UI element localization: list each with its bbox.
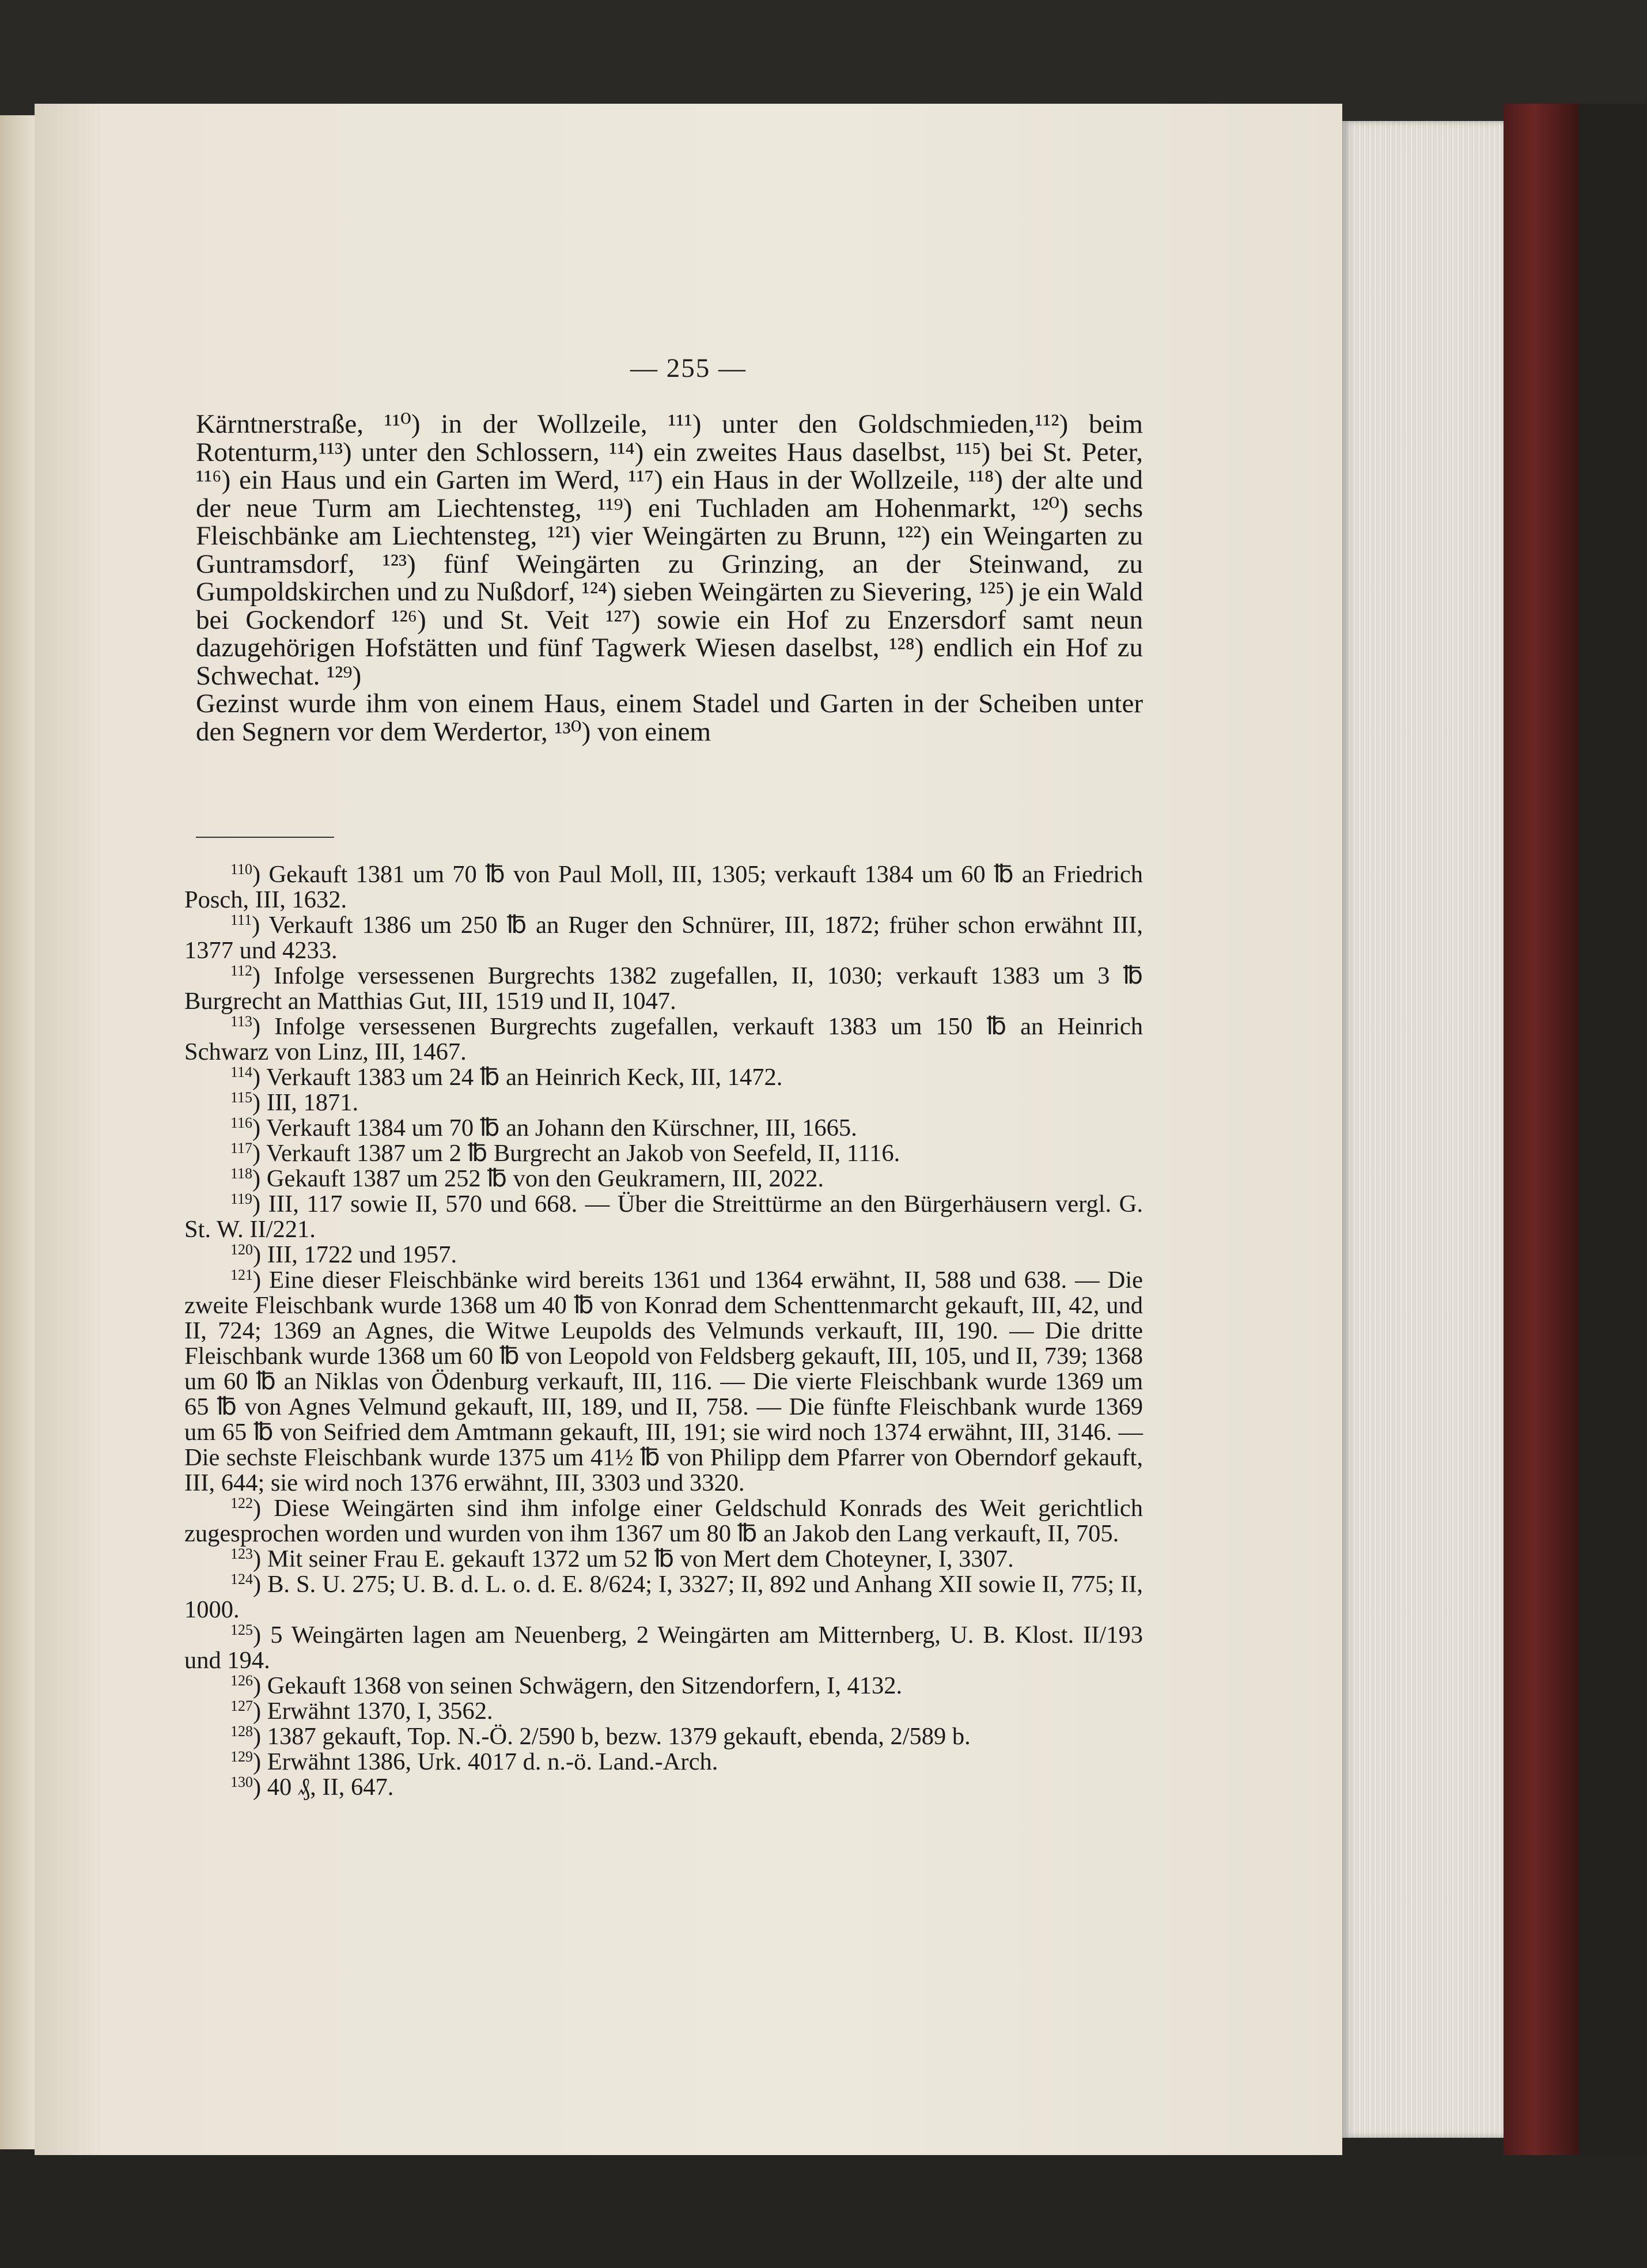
page-number: — 255 —	[630, 353, 747, 383]
footnote: $^{113}$) Infolge versessenen Burgrechts zugefallen, verkauft 1383 um 150 ℔ an Heinrich Schwarz von Linz, III, 1467.	[184, 1013, 1144, 1065]
footnote: $^{121}$) Eine dieser Fleischbänke wird bereits 1361 und 1364 erwähnt, II, 588 und 638. — Die zweite Fleischbank wurde 1368 um 40 ℔ von Konrad dem Schenttenmarcht gekauft, III, 42, und II, 724; 1369 an Agnes, die Witwe Leupolds des Velmunds verkauft, III, 190. — Die dritte Fleischbank wurde 1368 um 60 ℔ von Leopold von Feldsberg gekauft, III, 105, und II, 739; 1368 um 60 ℔ an Niklas von Ödenburg verkauft, III, 116. — Die vierte Fleischbank wurde 1369 um 65 ℔ von Agnes Velmund gekauft, III, 189, und II, 758. — Die fünfte Fleischbank wurde 1369 um 65 ℔ von Seifried dem Amtmann gekauft, III, 191; sie wird noch 1374 erwähnt, III, 3146. — Die sechste Fleischbank wurde 1375 um 41½ ℔ von Philipp dem Pfarrer von Oberndorf gekauft, III, 644; sie wird noch 1376 erwähnt, III, 3303 und 3320.	[184, 1267, 1144, 1496]
footnote-number: 113	[230, 1013, 253, 1030]
footnote-separator	[196, 837, 334, 838]
footnote: $^{114}$) Verkauft 1383 um 24 ℔ an Heinrich Keck, III, 1472.	[230, 1064, 783, 1091]
footnote-number: 125	[230, 1621, 253, 1638]
footnote-text: 1387 gekauft, Top. N.-Ö. 2/590 b, bezw. 1379 gekauft, ebenda, 2/589 b.	[267, 1723, 971, 1750]
book-cover-edge	[1504, 104, 1578, 2155]
footnote: $^{119}$) III, 117 sowie II, 570 und 668. — Über die Streittürme an den Bürgerhäusern vergl. G. St. W. II/221.	[184, 1190, 1144, 1243]
footnote: $^{126}$) Gekauft 1368 von seinen Schwägern, den Sitzendorfern, I, 4132.	[230, 1672, 903, 1699]
footnote: $^{118}$) Gekauft 1387 um 252 ℔ von den Geukramern, III, 2022.	[230, 1165, 824, 1192]
footnote-text: Verkauft 1386 um 250 ℔ an Ruger den Schnürer, III, 1872; früher schon erwähnt III, 1377 und 4233.	[184, 912, 1143, 964]
footnote-number: 110	[230, 861, 253, 878]
footnote-number: 128	[230, 1723, 253, 1740]
footnote: $^{116}$) Verkauft 1384 um 70 ℔ an Johann den Kürschner, III, 1665.	[230, 1114, 857, 1141]
footnote-number: 121	[230, 1267, 253, 1283]
footnote-number: 127	[230, 1698, 253, 1714]
footnote: $^{129}$) Erwähnt 1386, Urk. 4017 d. n.-ö. Land.-Arch.	[230, 1748, 718, 1775]
book-page-edges	[1342, 121, 1504, 2138]
footnote-text: Verkauft 1387 um 2 ℔ Burgrecht an Jakob von Seefeld, II, 1116.	[266, 1140, 900, 1167]
footnote-text: Infolge versessenen Burgrechts 1382 zugefallen, II, 1030; verkauft 1383 um 3 ℔ Burgrecht an Matthias Gut, III, 1519 und II, 1047.	[184, 962, 1144, 1015]
footnote: $^{127}$) Erwähnt 1370, I, 3562.	[230, 1698, 493, 1725]
footnotes	[184, 862, 1143, 1800]
footnote-number: 129	[230, 1748, 253, 1765]
footnote: $^{123}$) Mit seiner Frau E. gekauft 1372 um 52 ℔ von Mert dem Choteyner, I, 3307.	[230, 1545, 1014, 1573]
main-text	[196, 410, 1143, 746]
footnote-number: 116	[230, 1114, 253, 1131]
scan-background-top	[0, 0, 1647, 121]
footnote: $^{115}$) III, 1871.	[230, 1089, 359, 1116]
footnote-number: 126	[230, 1672, 253, 1689]
footnote: $^{128}$) 1387 gekauft, Top. N.-Ö. 2/590 b, bezw. 1379 gekauft, ebenda, 2/589 b.	[230, 1723, 971, 1750]
scan-background-right	[1578, 104, 1647, 2155]
footnote-text: Gekauft 1381 um 70 ℔ von Paul Moll, III, 1305; verkauft 1384 um 60 ℔ an Friedrich Posch, III, 1632.	[184, 861, 1144, 913]
footnote-text: B. S. U. 275; U. B. d. L. o. d. E. 8/624; I, 3327; II, 892 und Anhang XII sowie II, 775; II, 1000.	[184, 1571, 1143, 1623]
paragraph: Gezinst wurde ihm von einem Haus, einem Stadel und Garten in der Scheiben unter den Segnern vor dem Werdertor, ¹³⁰) von einem	[196, 689, 1143, 747]
footnote-number: 124	[230, 1571, 253, 1587]
footnote: $^{125}$) 5 Weingärten lagen am Neuenberg, 2 Weingärten am Mitternberg, U. B. Klost. II/193 und 194.	[184, 1621, 1143, 1674]
footnote-text: Infolge versessenen Burgrechts zugefallen, verkauft 1383 um 150 ℔ an Heinrich Schwarz von Linz, III, 1467.	[184, 1013, 1144, 1065]
footnote-text: Diese Weingärten sind ihm infolge einer Geldschuld Konrads des Weit gerichtlich zugesprochen worden und wurden von ihm 1367 um 80 ℔ an Jakob den Lang verkauft, II, 705.	[184, 1495, 1143, 1547]
footnote-text: Verkauft 1383 um 24 ℔ an Heinrich Keck, III, 1472.	[266, 1064, 783, 1091]
footnote-number: 114	[230, 1064, 253, 1080]
footnote-text: Gekauft 1368 von seinen Schwägern, den Sitzendorfern, I, 4132.	[267, 1672, 903, 1699]
footnote-text: Verkauft 1384 um 70 ℔ an Johann den Kürschner, III, 1665.	[266, 1114, 857, 1141]
footnote: $^{112}$) Infolge versessenen Burgrechts 1382 zugefallen, II, 1030; verkauft 1383 um 3 ℔ Burgrecht an Matthias Gut, III, 1519 und II, 1047.	[184, 962, 1144, 1015]
footnote-text: Gekauft 1387 um 252 ℔ von den Geukramern, III, 2022.	[266, 1165, 824, 1192]
footnote-number: 111	[230, 912, 252, 928]
footnote-number: 122	[230, 1495, 253, 1511]
footnote-number: 120	[230, 1241, 253, 1258]
footnote-text: Erwähnt 1370, I, 3562.	[267, 1698, 493, 1725]
footnote: $^{122}$) Diese Weingärten sind ihm infolge einer Geldschuld Konrads des Weit gerichtlich zugesprochen worden und wurden von ihm 1367 um 80 ℔ an Jakob den Lang verkauft, II, 705.	[184, 1495, 1143, 1547]
footnote-number: 119	[230, 1190, 253, 1207]
footnote-text: Eine dieser Fleischbänke wird bereits 1361 und 1364 erwähnt, II, 588 und 638. — Die zweite Fleischbank wurde 1368 um 40 ℔ von Konrad dem Schenttenmarcht gekauft, III, 42, und II, 724; 1369 an Agnes, die Witwe Leupolds des Velmunds verkauft, III, 190. — Die dritte Fleischbank wurde 1368 um 60 ℔ von Leopold von Feldsberg gekauft, III, 105, und II, 739; 1368 um 60 ℔ an Niklas von Ödenburg verkauft, III, 116. — Die vierte Fleischbank wurde 1369 um 65 ℔ von Agnes Velmund gekauft, III, 189, und II, 758. — Die fünfte Fleischbank wurde 1369 um 65 ℔ von Seifried dem Amtmann gekauft, III, 191; sie wird noch 1374 erwähnt, III, 3146. — Die sechste Fleischbank wurde 1375 um 41½ ℔ von Philipp dem Pfarrer von Oberndorf gekauft, III, 644; sie wird noch 1376 erwähnt, III, 3303 und 3320.	[184, 1267, 1144, 1496]
footnote-text: 40 ₰, II, 647.	[267, 1774, 394, 1801]
footnote-text: Mit seiner Frau E. gekauft 1372 um 52 ℔ von Mert dem Choteyner, I, 3307.	[267, 1545, 1014, 1573]
footnote-text: 5 Weingärten lagen am Neuenberg, 2 Weingärten am Mitternberg, U. B. Klost. II/193 und 194.	[184, 1621, 1143, 1674]
footnote-text: III, 1871.	[266, 1089, 359, 1116]
footnote: $^{110}$) Gekauft 1381 um 70 ℔ von Paul Moll, III, 1305; verkauft 1384 um 60 ℔ an Friedrich Posch, III, 1632.	[184, 861, 1144, 913]
footnote-number: 112	[230, 962, 253, 979]
paragraph: Kärntnerstraße, ¹¹⁰) in der Wollzeile, ¹¹¹) unter den Goldschmieden,¹¹²) beim Rotenturm,¹¹³) unter den Schlossern, ¹¹⁴) ein zweites Haus daselbst, ¹¹⁵) bei St. Peter, ¹¹⁶) ein Haus und ein Garten im Werd, ¹¹⁷) ein Haus in der Wollzeile, ¹¹⁸) der alte und der neue Turm am Liechtensteg, ¹¹⁹) eni Tuchladen am Hohenmarkt, ¹²⁰) sechs Fleischbänke am Liechtensteg, ¹²¹) vier Weingärten zu Brunn, ¹²²) ein Weingarten zu Guntramsdorf, ¹²³) fünf Weingärten zu Grinzing, an der Steinwand, zu Gumpoldskirchen und zu Nußdorf, ¹²⁴) sieben Weingärten zu Sievering, ¹²⁵) je ein Wald bei Gockendorf ¹²⁶) und St. Veit ¹²⁷) sowie ein Hof zu Enzersdorf samt neun dazugehörigen Hofstätten und fünf Tagwerk Wiesen daselbst, ¹²⁸) endlich ein Hof zu Schwechat. ¹²⁹)	[196, 409, 1143, 691]
footnote-text: III, 117 sowie II, 570 und 668. — Über die Streittürme an den Bürgerhäusern vergl. G. St. W. II/221.	[184, 1190, 1144, 1243]
footnote-text: Erwähnt 1386, Urk. 4017 d. n.-ö. Land.-Arch.	[267, 1748, 718, 1775]
footnote: $^{111}$) Verkauft 1386 um 250 ℔ an Ruger den Schnürer, III, 1872; früher schon erwähnt III, 1377 und 4233.	[184, 912, 1143, 964]
footnote-number: 118	[230, 1165, 253, 1182]
footnote: $^{130}$) 40 ₰, II, 647.	[230, 1774, 394, 1801]
previous-page-edge	[0, 115, 35, 2149]
footnote: $^{120}$) III, 1722 und 1957.	[230, 1241, 457, 1268]
footnote-text: III, 1722 und 1957.	[267, 1241, 457, 1268]
footnote: $^{124}$) B. S. U. 275; U. B. d. L. o. d. E. 8/624; I, 3327; II, 892 und Anhang XII sowie II, 775; II, 1000.	[184, 1571, 1143, 1623]
footnote: $^{117}$) Verkauft 1387 um 2 ℔ Burgrecht an Jakob von Seefeld, II, 1116.	[230, 1140, 900, 1167]
footnote-number: 130	[230, 1774, 253, 1790]
footnote-number: 123	[230, 1545, 253, 1562]
book-page	[35, 104, 1342, 2155]
footnote-number: 115	[230, 1089, 253, 1106]
footnote-number: 117	[230, 1140, 253, 1156]
